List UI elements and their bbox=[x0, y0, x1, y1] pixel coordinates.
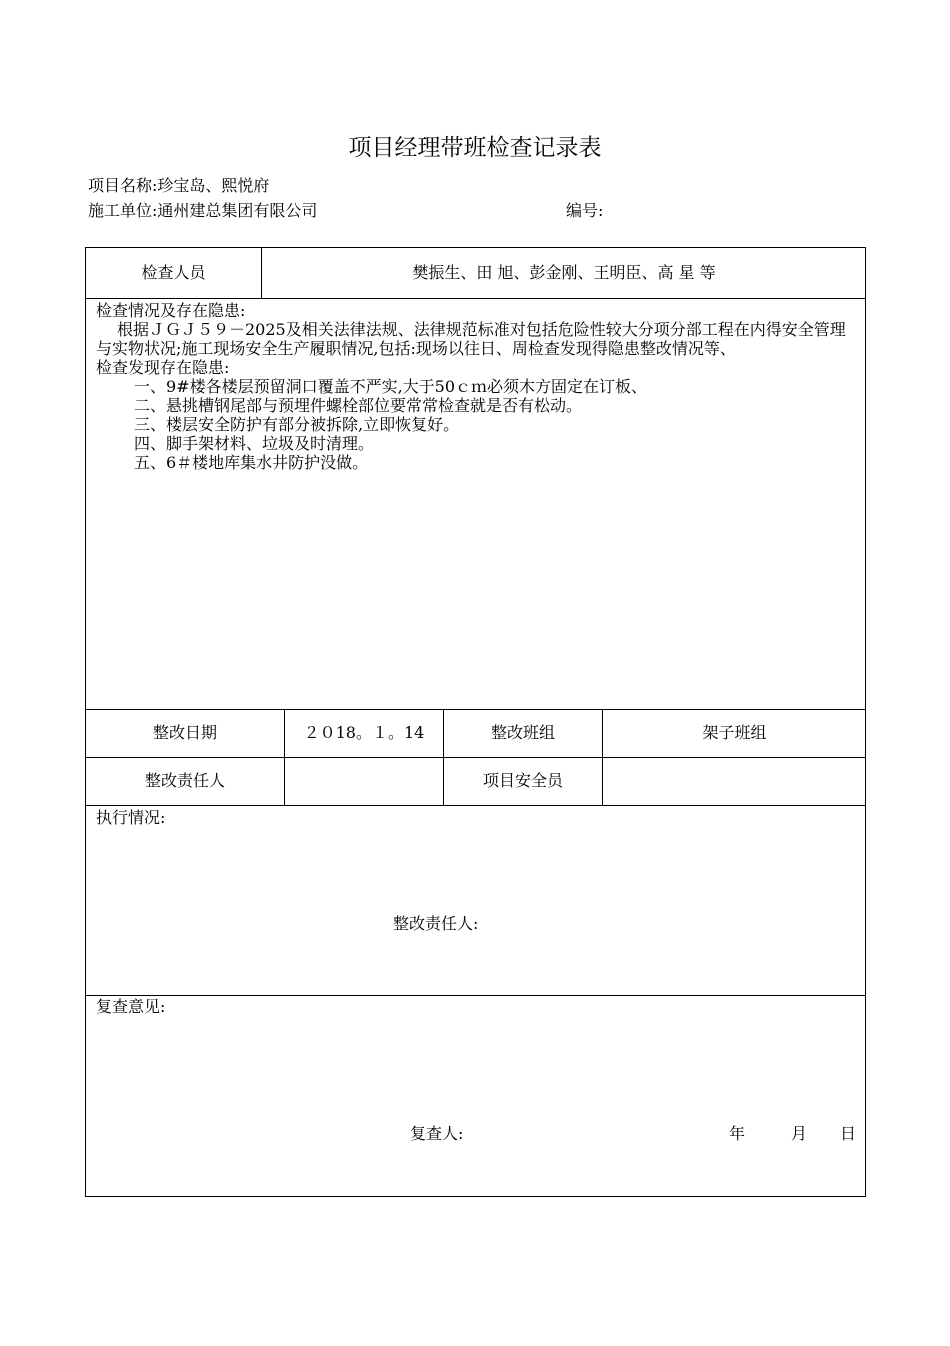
inspectors-value: 樊振生、田 旭、彭金刚、王明臣、高 星 等 bbox=[412, 263, 716, 282]
review-month-label: 月 bbox=[791, 1124, 808, 1143]
review-year-label: 年 bbox=[729, 1124, 746, 1143]
rectification-team-label: 整改班组 bbox=[490, 723, 555, 742]
review-heading: 复查意见: bbox=[96, 997, 166, 1016]
row-divider bbox=[86, 805, 865, 806]
inspection-section bbox=[96, 301, 855, 472]
finding-item: 一、9#楼各楼层预留洞口覆盖不严实,大于50ｃｍ必须木方固定在订板、 bbox=[134, 377, 648, 396]
page-title: 项目经理带班检查记录表 bbox=[348, 135, 602, 161]
project-name: 项目名称:珍宝岛、熙悦府 bbox=[88, 176, 270, 195]
safety-officer-label: 项目安全员 bbox=[482, 771, 563, 790]
finding-item: 五、6＃楼地库集水井防护没做。 bbox=[134, 453, 369, 472]
finding-item: 四、脚手架材料、垃圾及时清理。 bbox=[134, 434, 375, 453]
serial-number-label: 编号: bbox=[566, 201, 604, 220]
inspection-heading: 检查情况及存在隐患: bbox=[96, 301, 246, 320]
row-divider bbox=[86, 298, 865, 299]
execution-signer-label: 整改责任人: bbox=[393, 914, 479, 933]
execution-heading: 执行情况: bbox=[96, 808, 166, 827]
finding-item: 三、楼层安全防护有部分被拆除,立即恢复好。 bbox=[134, 415, 460, 434]
row-divider bbox=[86, 757, 865, 758]
finding-item: 二、悬挑槽钢尾部与预埋件螺栓部位要常常检查就是否有松动。 bbox=[134, 396, 583, 415]
rectification-team-value: 架子班组 bbox=[702, 723, 767, 742]
row-divider bbox=[86, 709, 865, 710]
inspection-record-table bbox=[85, 247, 866, 1197]
construction-unit: 施工单位:通州建总集团有限公司 bbox=[88, 201, 318, 220]
inspection-basis: 根据ＪＧＪ５９－2025及相关法律法规、法律规范标准对包括危险性较大分项分部工程在内得安全管理与实物状况;施工现场安全生产履职情况,包括:现场以往日、周检查发现得隐患整改情况等、 bbox=[96, 320, 846, 358]
rectification-date-label: 整改日期 bbox=[152, 723, 217, 742]
rectification-responsible-label: 整改责任人 bbox=[144, 771, 225, 790]
rectification-date-value: ２０18。１。14 bbox=[303, 723, 425, 742]
findings-heading: 检查发现存在隐患: bbox=[96, 358, 230, 377]
row-divider bbox=[86, 995, 865, 996]
reviewer-label: 复查人: bbox=[410, 1124, 464, 1143]
inspectors-label: 检查人员 bbox=[141, 263, 206, 282]
review-day-label: 日 bbox=[840, 1124, 857, 1143]
